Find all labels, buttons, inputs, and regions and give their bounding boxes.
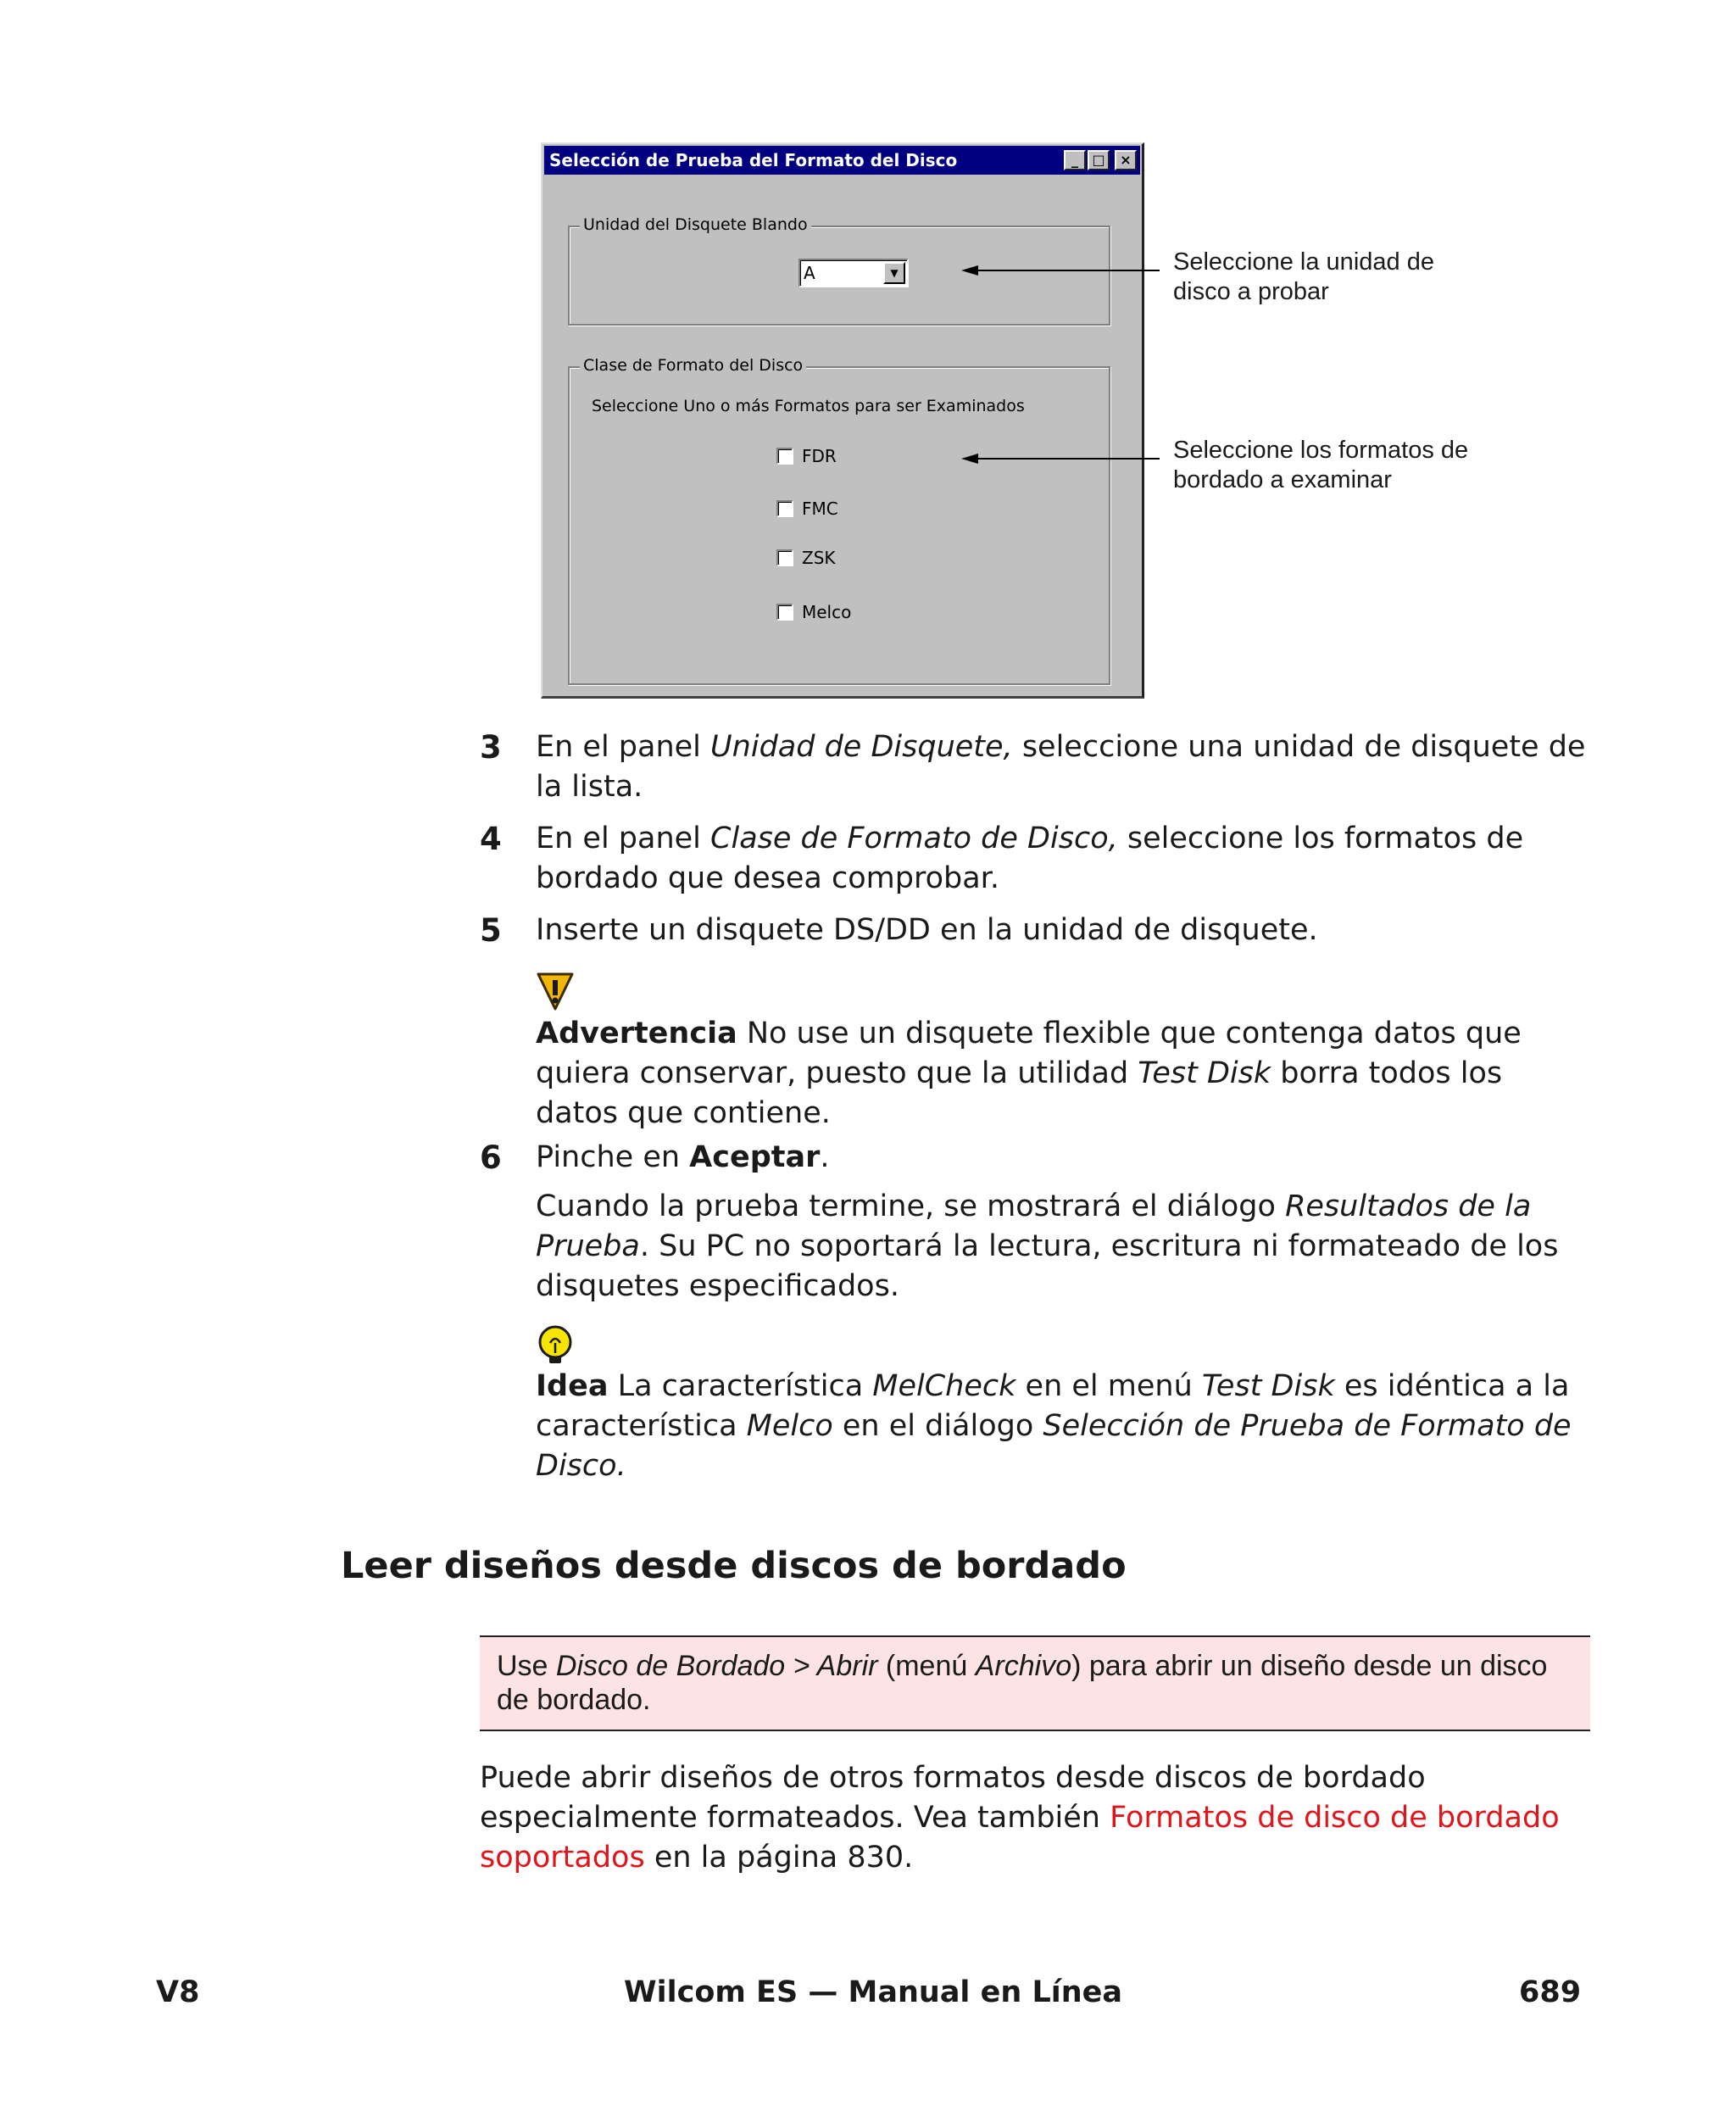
checkbox-fmc[interactable] [776, 499, 838, 519]
format-groupbox [568, 356, 1110, 685]
box-text: Use [497, 1650, 556, 1682]
footer-page-number: 689 [1519, 1975, 1582, 2009]
step-text: seleccione los formatos de bordado que desea comprobar. [536, 822, 1524, 895]
step-4-text [536, 819, 1587, 899]
warning-text: borra todos los datos que contiene. [536, 1056, 1503, 1130]
option-name: Melco [746, 1409, 833, 1443]
feature-name: MelCheck [872, 1369, 1016, 1403]
checkbox-box[interactable] [776, 500, 793, 517]
footer-version: V8 [156, 1975, 200, 2009]
dialog-name: Selección de Prueba de Formato de Disco. [536, 1409, 1572, 1483]
format-group-description: Seleccione Uno o más Formatos para ser Examinados [592, 397, 1025, 415]
tip-text: es idéntica a la característica [536, 1369, 1570, 1443]
dialog-name: Resultados de la Prueba [536, 1189, 1532, 1263]
step-6-text [536, 1138, 1587, 1178]
box-text: (menú [877, 1650, 976, 1682]
box-text: ) para abrir un diseño desde un disco de bordado. [497, 1650, 1548, 1716]
minimize-button[interactable]: _ [1064, 150, 1086, 170]
menu-name: Archivo [975, 1650, 1072, 1682]
tip-text: La característica [608, 1369, 873, 1403]
step-text: En el panel [536, 730, 711, 764]
command-name: Disco de Bordado > Abrir [555, 1650, 878, 1682]
lightbulb-icon [536, 1324, 1587, 1367]
step-text: En el panel [536, 822, 711, 855]
drive-group-label: Unidad del Disquete Blando [580, 215, 811, 234]
checkbox-label: FMC [802, 499, 838, 519]
maximize-button[interactable]: □ [1088, 150, 1110, 170]
checkbox-fdr[interactable] [776, 446, 837, 466]
step-text: seleccione una unidad de disquete de la lista. [536, 730, 1586, 804]
callout-line-drive [975, 270, 1160, 271]
step-number: 4 [480, 821, 502, 857]
dialog-titlebar [544, 146, 1140, 175]
panel-name: Unidad de Disquete, [710, 730, 1013, 764]
button-reference: Aceptar [689, 1140, 821, 1174]
checkbox-box[interactable] [776, 448, 793, 465]
drive-groupbox [568, 215, 1110, 326]
para-text: Puede abrir diseños de otros formatos desde discos de bordado especialmente formateados. Vea también [480, 1761, 1426, 1835]
titlebar-buttons [1064, 150, 1137, 170]
callout-formats: Seleccione los formatos de bordado a examinar [1173, 437, 1469, 493]
utility-name: Test Disk [1138, 1056, 1271, 1090]
tip-text: en el menú [1015, 1369, 1202, 1403]
step-number: 6 [480, 1139, 502, 1176]
checkbox-melco[interactable] [776, 602, 851, 622]
warning-icon [536, 972, 1587, 1014]
tip-label: Idea [536, 1369, 609, 1403]
checkbox-label: Melco [802, 602, 852, 622]
step-number: 5 [480, 912, 502, 949]
checkbox-box[interactable] [776, 549, 793, 566]
command-box [480, 1635, 1590, 1731]
callout-line-formats [975, 458, 1160, 460]
callout-drive: Seleccione la unidad de disco a probar [1173, 248, 1434, 305]
tip-text: en el diálogo [832, 1409, 1043, 1443]
chevron-down-icon[interactable]: ▼ [883, 262, 905, 284]
footer-title: Wilcom ES — Manual en Línea [624, 1975, 1123, 2009]
close-button[interactable]: × [1115, 150, 1137, 170]
para-text: en la página 830. [644, 1841, 914, 1875]
dialog-title: Selección de Prueba del Formato del Disco [549, 150, 958, 170]
checkbox-box[interactable] [776, 604, 793, 621]
supported-formats-link[interactable]: Formatos de disco de bordado soportados [480, 1801, 1560, 1875]
step-5-text: Inserte un disquete DS/DD en la unidad de disquete. [536, 913, 1318, 947]
warning-text: No use un disquete flexible que contenga datos que quiera conservar, puesto que la utilidad [536, 1017, 1522, 1090]
tip-note [536, 1324, 1587, 1486]
step-3-text [536, 727, 1587, 807]
result-paragraph [536, 1187, 1587, 1306]
checkbox-label: ZSK [802, 548, 836, 568]
menu-name: Test Disk [1201, 1369, 1335, 1403]
step-number: 3 [480, 729, 502, 766]
panel-name: Clase de Formato de Disco, [710, 822, 1118, 855]
format-group-label: Clase de Formato del Disco [580, 356, 806, 375]
format-test-dialog [541, 142, 1144, 699]
checkbox-zsk[interactable] [776, 548, 836, 568]
warning-label: Advertencia [536, 1017, 737, 1050]
drive-select[interactable] [798, 259, 909, 287]
step-text: . [820, 1140, 830, 1174]
warning-note [536, 972, 1587, 1134]
checkbox-label: FDR [802, 446, 837, 466]
result-text: Cuando la prueba termine, se mostrará el diálogo [536, 1189, 1286, 1223]
step-text: Pinche en [536, 1140, 690, 1174]
section-heading: Leer diseños desde discos de bordado [341, 1545, 1127, 1587]
result-text: . Su PC no soportará la lectura, escritura ni formateado de los disquetes especificados. [536, 1229, 1559, 1303]
drive-select-value: A [804, 263, 815, 283]
section-paragraph [480, 1758, 1590, 1878]
